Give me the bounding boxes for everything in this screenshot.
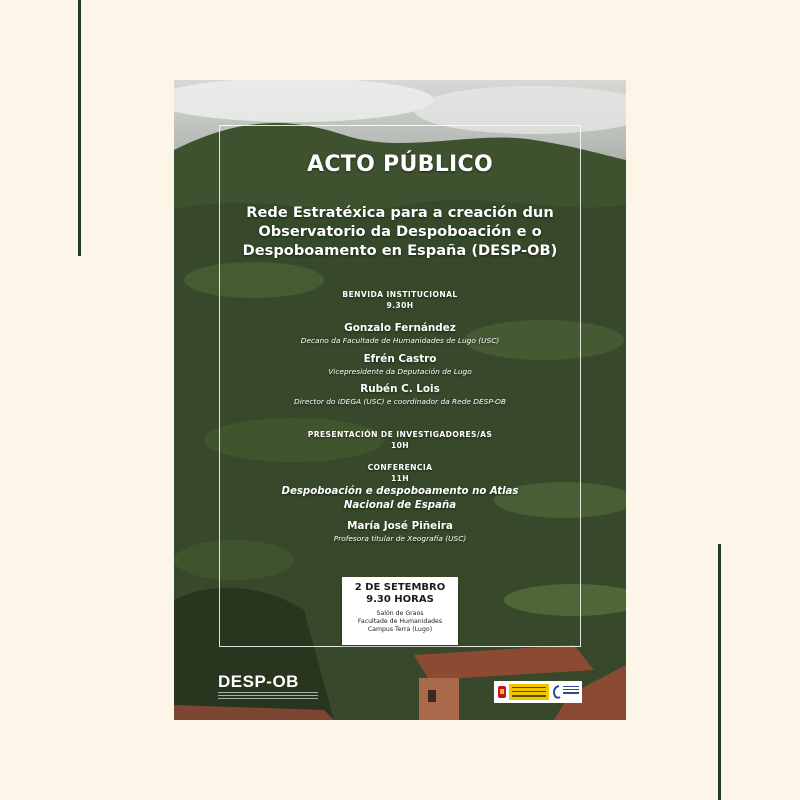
speaker-role: Director do IDEGA (USC) e coordinador da Rede DESP-OB (294, 397, 506, 406)
event-date: 2 DE SETEMBRO (354, 582, 446, 593)
speaker-role: Decano da Facultade de Humanidades de Lugo (USC) (300, 336, 500, 345)
speaker-name: Gonzalo Fernández (344, 322, 456, 334)
event-title: ACTO PÚBLICO (307, 152, 493, 177)
event-time: 9.30 HORAS (366, 594, 434, 605)
presentation-time: 10H (390, 441, 410, 450)
subtitle-line-3: Despoboamento en España (DESP-OB) (242, 242, 558, 259)
conference-speaker-role: Profesora titular de Xeografía (USC) (333, 534, 467, 543)
subtitle-line-1: Rede Estratéxica para a creación dun (246, 204, 554, 221)
decorative-line-top-left (78, 0, 81, 256)
presentation-label: PRESENTACIÓN DE INVESTIGADORES/AS (307, 430, 493, 439)
conference-speaker-name: María José Piñeira (347, 520, 453, 532)
welcome-time: 9.30H (386, 301, 414, 310)
desp-ob-logo: DESP-OB (218, 672, 299, 691)
conference-time: 11H (390, 474, 410, 483)
welcome-label: BENVIDA INSTITUCIONAL (342, 290, 458, 299)
date-box (342, 577, 458, 645)
venue-line: Salón de Graos (376, 610, 424, 617)
conference-title-line-2: Nacional de España (343, 500, 457, 511)
decorative-line-bottom-right (718, 544, 721, 800)
agency-text-icon (563, 686, 579, 696)
agencia-estatal-investigacion-icon (552, 684, 561, 700)
logo-tagline-lines (218, 692, 318, 701)
conference-label: CONFERENCIA (367, 463, 433, 472)
venue-line: Facultade de Humanidades (357, 618, 443, 625)
speaker-role: Vicepresidente da Deputación de Lugo (328, 367, 472, 376)
speaker-name: Rubén C. Lois (360, 383, 440, 395)
event-poster (174, 80, 626, 720)
subtitle-line-2: Observatorio da Despoboación e o (258, 223, 542, 240)
venue-line: Campus Terra (Lugo) (367, 626, 433, 633)
partner-logos (494, 681, 582, 703)
gobierno-de-espana-shield-icon (497, 684, 507, 700)
speaker-name: Efrén Castro (363, 353, 437, 365)
conference-title-line-1: Despoboación e despoboamento no Atlas (281, 486, 519, 497)
gobierno-de-espana-logo-icon (509, 684, 549, 700)
